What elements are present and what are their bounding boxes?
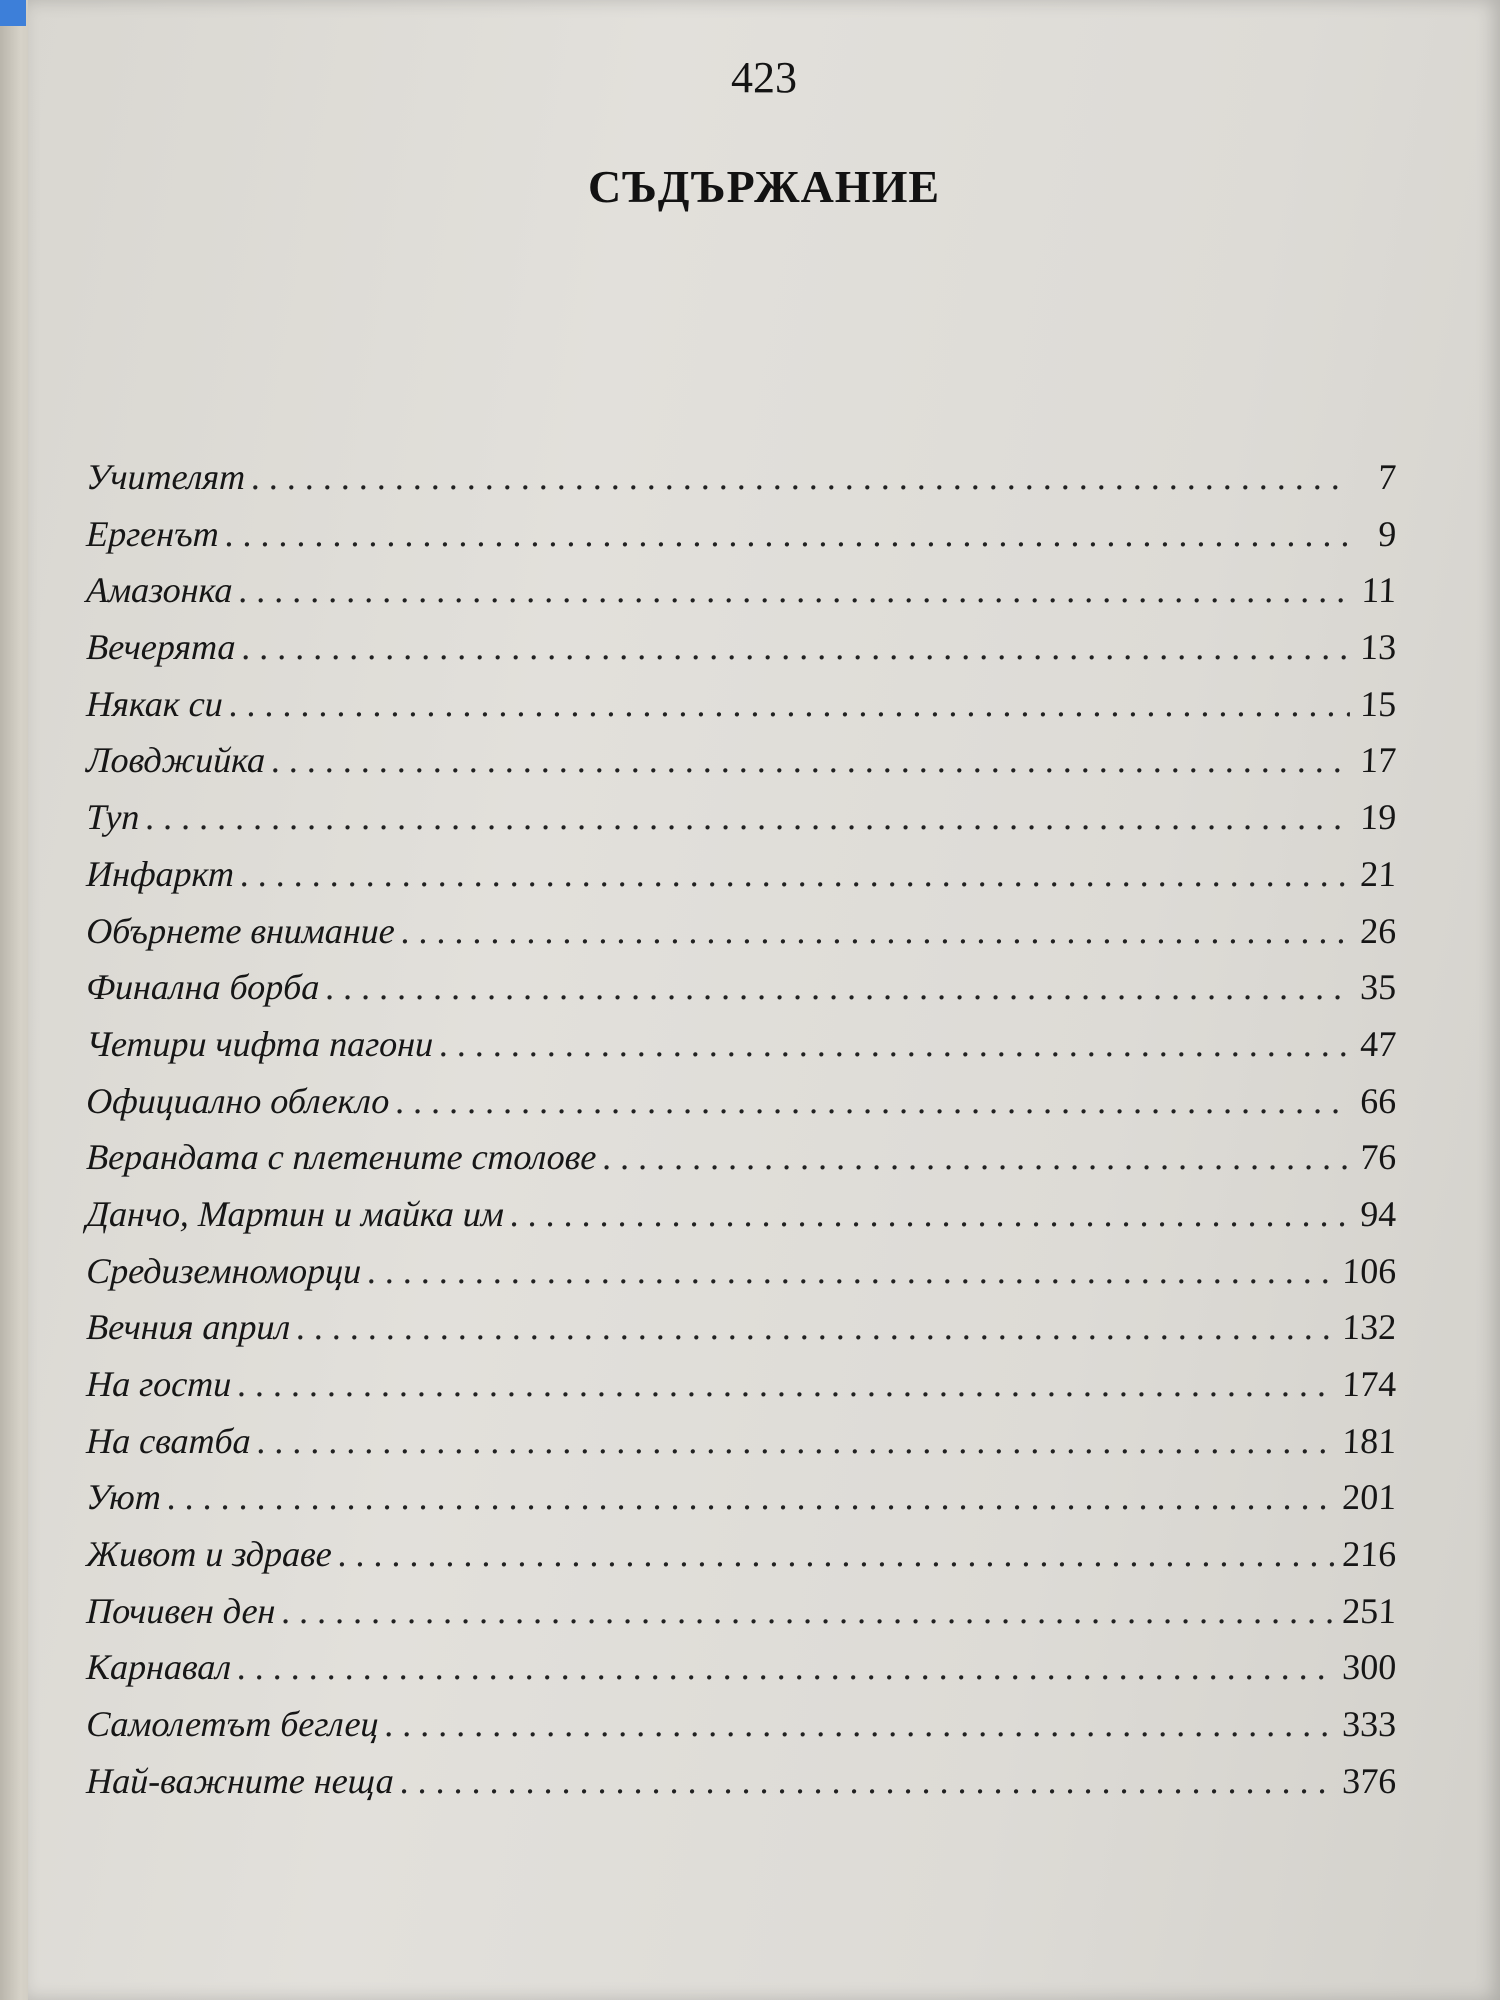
toc-entry-page: 300 — [1341, 1647, 1397, 1688]
toc-entry — [85, 569, 1397, 626]
toc-entry-page: 47 — [1359, 1023, 1397, 1064]
toc-entry-title: Финална борба — [85, 967, 321, 1008]
toc-dot-leader — [238, 569, 1351, 611]
toc-entry — [85, 513, 1397, 570]
toc-entry-title: Амазонка — [85, 570, 234, 611]
toc-entry — [85, 1760, 1397, 1817]
toc-dot-leader — [400, 910, 1351, 952]
toc-entry-page: 201 — [1341, 1477, 1397, 1518]
toc-dot-leader — [337, 1533, 1337, 1575]
toc-dot-leader — [395, 1080, 1351, 1122]
toc-entry — [85, 1363, 1397, 1420]
toc-dot-leader — [602, 1136, 1351, 1178]
toc-entry — [85, 1590, 1397, 1647]
toc-entry-title: На гости — [85, 1364, 232, 1404]
toc-entry-title: Официално облекло — [85, 1080, 391, 1121]
toc-entry — [85, 683, 1397, 740]
toc-dot-leader — [325, 966, 1351, 1008]
toc-entry-page: 132 — [1341, 1307, 1397, 1348]
toc-entry-title: Туп — [85, 797, 141, 838]
toc-dot-leader — [366, 1250, 1337, 1292]
toc-dot-leader — [239, 853, 1351, 895]
toc-entry — [85, 1250, 1397, 1307]
toc-entry-title: Четири чифта пагони — [85, 1023, 434, 1064]
toc-entry-title: Данчо, Мартин и майка им — [85, 1193, 505, 1234]
toc-entry-page: 17 — [1359, 740, 1397, 781]
toc-entry-page: 13 — [1359, 627, 1397, 668]
toc-entry-page: 19 — [1359, 797, 1397, 838]
toc-entry-page: 216 — [1341, 1534, 1397, 1575]
toc-dot-leader — [438, 1023, 1351, 1065]
toc-entry — [85, 1420, 1397, 1477]
toc-entry-title: Най-важните неща — [85, 1760, 395, 1801]
toc-entry-title: Ергенът — [85, 513, 220, 554]
toc-dot-leader — [250, 456, 1351, 498]
toc-entry — [85, 1193, 1397, 1250]
toc-entry-page: 251 — [1341, 1590, 1397, 1631]
toc-entry-page: 26 — [1359, 910, 1397, 951]
toc-entry-page: 174 — [1341, 1364, 1397, 1404]
toc-entry-page: 35 — [1359, 967, 1397, 1008]
toc-dot-leader — [166, 1476, 1337, 1518]
toc-entry — [85, 1646, 1397, 1703]
toc-entry-title: На сватба — [85, 1420, 252, 1461]
toc-entry-title: Вечния април — [85, 1307, 291, 1348]
table-of-contents — [86, 456, 1396, 1817]
toc-dot-leader — [399, 1760, 1337, 1802]
toc-entry-title: Уют — [85, 1477, 162, 1518]
toc-entry-title: Учителят — [85, 457, 246, 497]
toc-entry — [85, 626, 1397, 683]
toc-entry-title: Карнавал — [85, 1647, 232, 1688]
toc-dot-leader — [295, 1306, 1336, 1348]
toc-entry-page: 376 — [1341, 1760, 1397, 1801]
toc-entry — [85, 456, 1397, 513]
toc-dot-leader — [270, 739, 1350, 781]
page-title: СЪДЪРЖАНИЕ — [587, 161, 941, 212]
toc-entry — [85, 1533, 1397, 1590]
toc-dot-leader — [241, 626, 1351, 668]
toc-entry — [85, 910, 1397, 967]
toc-entry — [85, 739, 1397, 796]
toc-entry — [85, 1080, 1397, 1137]
toc-entry — [85, 1136, 1397, 1193]
toc-entry-title: Инфаркт — [85, 853, 235, 894]
toc-entry — [85, 796, 1397, 853]
toc-dot-leader — [256, 1420, 1337, 1462]
toc-entry-title: Обърнете внимание — [85, 910, 396, 951]
toc-entry-title: Някак си — [85, 683, 224, 724]
toc-dot-leader — [228, 683, 1351, 725]
toc-entry-page: 15 — [1359, 683, 1397, 724]
toc-entry-page: 9 — [1377, 513, 1397, 554]
toc-dot-leader — [145, 796, 1351, 838]
page-number: 423 — [731, 53, 797, 102]
book-page — [28, 0, 1500, 2000]
toc-entry — [85, 1703, 1397, 1760]
toc-entry-title: Верандата с плетените столове — [85, 1137, 598, 1178]
toc-entry-title: Почивен ден — [85, 1590, 277, 1631]
toc-dot-leader — [509, 1193, 1351, 1235]
toc-entry-page: 11 — [1360, 570, 1397, 611]
toc-entry-page: 76 — [1359, 1137, 1397, 1178]
toc-entry-page: 106 — [1341, 1250, 1397, 1291]
toc-dot-leader — [236, 1646, 1337, 1688]
toc-entry-title: Вечерята — [85, 627, 237, 668]
toc-entry-page: 7 — [1377, 457, 1397, 497]
toc-dot-leader — [224, 513, 1351, 555]
toc-entry-title: Ловджийка — [85, 740, 266, 781]
toc-entry-title: Живот и здраве — [85, 1534, 333, 1575]
toc-entry-title: Средиземноморци — [85, 1250, 362, 1291]
toc-entry — [85, 1306, 1397, 1363]
toc-entry-title: Самолетът беглец — [85, 1704, 380, 1745]
toc-entry-page: 21 — [1359, 853, 1397, 894]
toc-entry — [85, 1023, 1397, 1080]
toc-dot-leader — [384, 1703, 1337, 1745]
toc-entry-page: 94 — [1359, 1193, 1397, 1234]
toc-dot-leader — [281, 1590, 1337, 1632]
toc-entry-page: 66 — [1359, 1080, 1397, 1121]
toc-entry — [85, 853, 1397, 910]
toc-entry-page: 181 — [1341, 1420, 1397, 1461]
toc-entry — [85, 966, 1397, 1023]
blue-corner-accent — [0, 0, 26, 26]
toc-entry — [85, 1476, 1397, 1533]
toc-entry-page: 333 — [1341, 1704, 1397, 1745]
toc-dot-leader — [237, 1363, 1337, 1405]
